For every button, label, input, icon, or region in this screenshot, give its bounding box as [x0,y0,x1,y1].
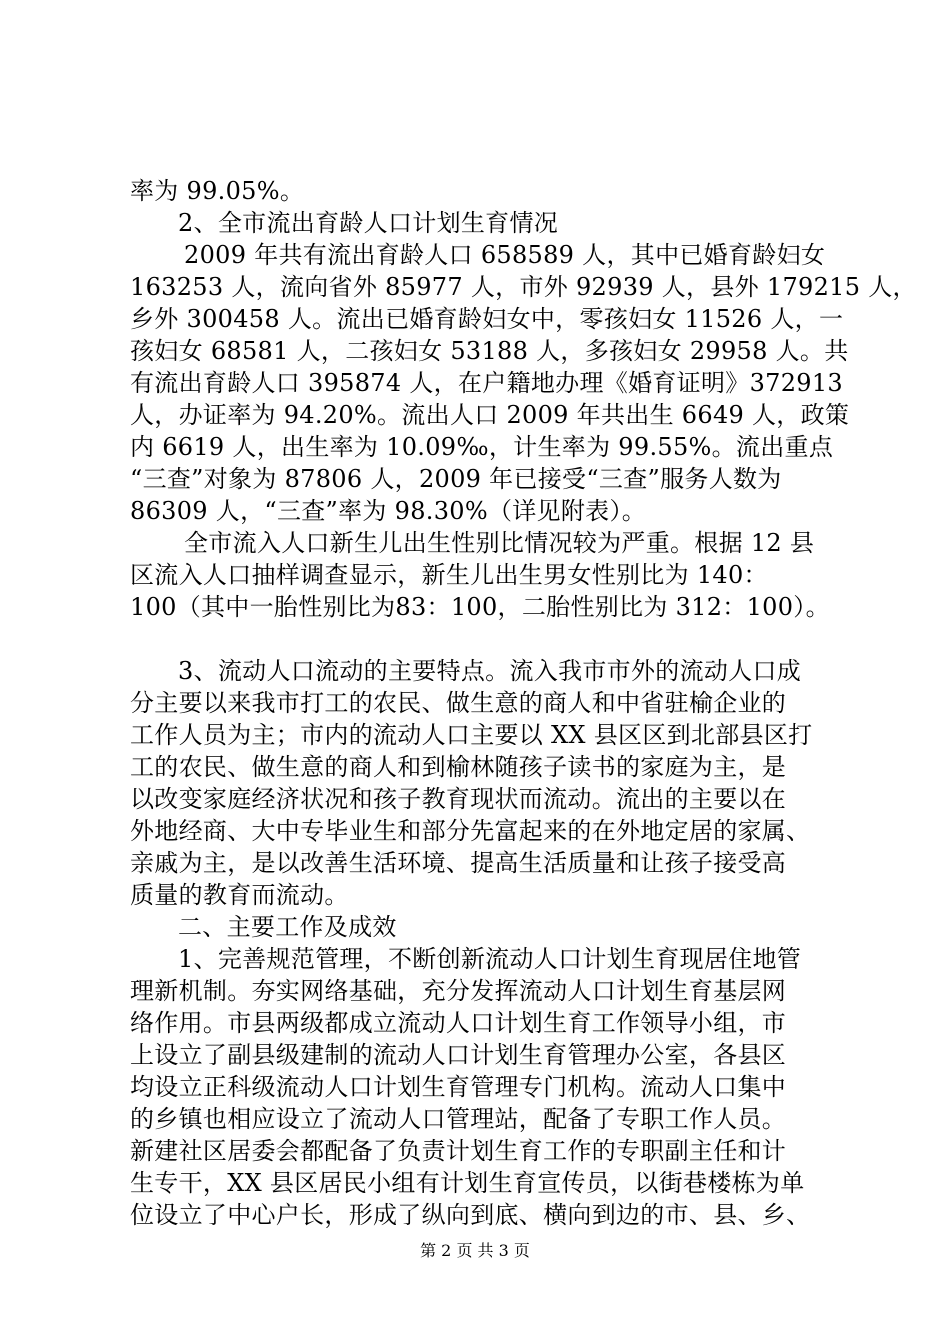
text-line: 以改变家庭经济状况和孩子教育现状而流动。流出的主要以在 [130,785,787,813]
text-line: “三查”对象为 87806 人，2009 年已接受“三查”服务人数为 [130,465,782,493]
text-line: 2009 年共有流出育龄人口 658589 人，其中已婚育龄妇女 [184,241,826,269]
text-line: 工作人员为主；市内的流动人口主要以 XX 县区区到北部县区打 [130,721,813,749]
section-heading: 2、全市流出育龄人口计划生育情况 [178,209,559,237]
text-line: 孩妇女 68581 人，二孩妇女 53188 人，多孩妇女 29958 人。共 [130,337,849,365]
text-line: 上设立了副县级建制的流动人口计划生育管理办公室，各县区 [130,1041,787,1069]
text-line: 区流入人口抽样调查显示，新生儿出生男女性别比为 140： [130,561,768,589]
text-line: 86309 人，“三查”率为 98.30%（详见附表）。 [130,497,647,525]
text-line: 质量的教育而流动。 [130,881,349,909]
text-line: 乡外 300458 人。流出已婚育龄妇女中，零孩妇女 11526 人，一 [130,305,844,333]
text-line: 3、流动人口流动的主要特点。流入我市市外的流动人口成 [178,657,802,685]
text-line: 均设立正科级流动人口计划生育管理专门机构。流动人口集中 [130,1073,787,1101]
text-line: 1、完善规范管理，不断创新流动人口计划生育现居住地管 [178,945,802,973]
text-line: 内 6619 人，出生率为 10.09‰，计生率为 99.55%。流出重点 [130,433,834,461]
text-line: 全市流入人口新生儿出生性别比情况较为严重。根据 12 县 [184,529,815,557]
text-line: 的乡镇也相应设立了流动人口管理站，配备了专职工作人员。 [130,1105,787,1133]
text-line: 分主要以来我市打工的农民、做生意的商人和中省驻榆企业的 [130,689,787,717]
text-line: 位设立了中心户长，形成了纵向到底、横向到边的市、县、乡、 [130,1201,811,1229]
text-line: 率为 99.05%。 [130,177,305,205]
text-line: 新建社区居委会都配备了负责计划生育工作的专职副主任和计 [130,1137,787,1165]
text-line: 亲戚为主，是以改善生活环境、提高生活质量和让孩子接受高 [130,849,787,877]
text-line: 有流出育龄人口 395874 人，在户籍地办理《婚育证明》372913 [130,369,843,397]
text-line: 络作用。市县两级都成立流动人口计划生育工作领导小组，市 [130,1009,787,1037]
text-line: 工的农民、做生意的商人和到榆林随孩子读书的家庭为主，是 [130,753,787,781]
section-heading: 二、主要工作及成效 [178,913,397,941]
text-line: 163253 人，流向省外 85977 人，市外 92939 人，县外 179215 人， [130,273,917,301]
text-line: 理新机制。夯实网络基础，充分发挥流动人口计划生育基层网 [130,977,787,1005]
text-line: 外地经商、大中专毕业生和部分先富起来的在外地定居的家属、 [130,817,811,845]
text-line: 生专干，XX 县区居民小组有计划生育宣传员，以街巷楼栋为单 [130,1169,805,1197]
page-number-footer: 第 2 页 共 3 页 [420,1241,530,1260]
text-line: 100（其中一胎性别比为83：100，二胎性别比为 312：100）。 [130,593,830,621]
text-line: 人，办证率为 94.20%。流出人口 2009 年共出生 6649 人，政策 [130,401,850,429]
